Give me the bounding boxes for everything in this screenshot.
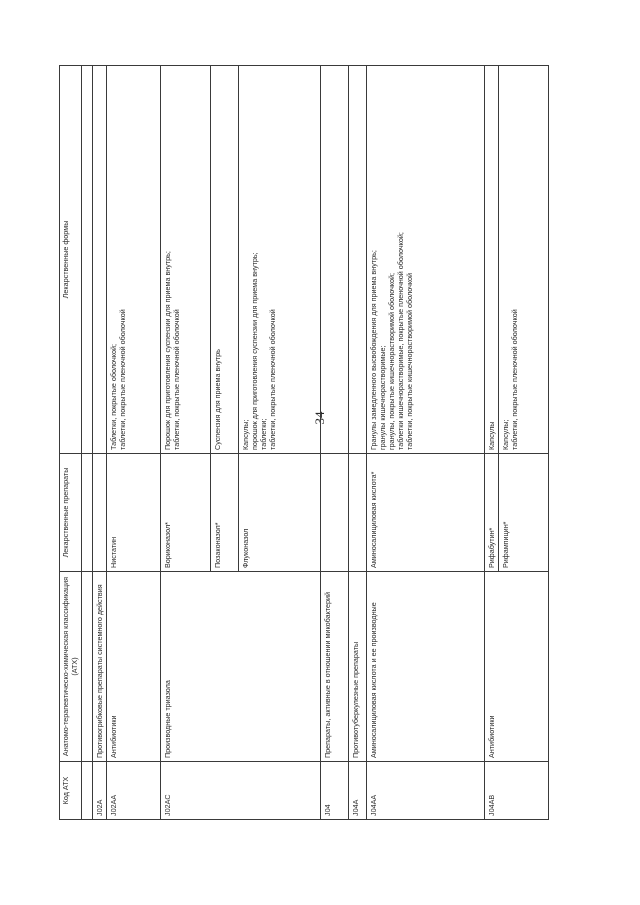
cell-forms (485, 66, 499, 454)
table-row (485, 66, 499, 820)
cell-drug: Аминосалициловая кислота* (367, 454, 485, 572)
form-line: таблетки; (259, 418, 268, 450)
cell-forms (349, 66, 367, 454)
form-line: Порошок для приготовления суспензии для приема внутрь; (163, 251, 172, 450)
cell-classification: Противотуберкулезные препараты (349, 572, 367, 762)
table-row (349, 66, 367, 820)
form-line: Суспензия для приема внутрь (213, 349, 222, 450)
drug-table (59, 65, 549, 820)
cell-drug (93, 454, 107, 572)
cell-forms (161, 66, 211, 454)
cell-drug: Позаконазол* (211, 454, 239, 572)
form-line: Капсулы; (501, 419, 510, 450)
form-line: таблетки, покрытые пленочной оболочкой (268, 309, 277, 450)
form-line: таблетки кишечнорастворимые, покрытые пленочной оболочкой; (396, 232, 405, 450)
cell-code: J04AA (367, 762, 485, 820)
cell-classification: Противогрибковые препараты системного действия (93, 572, 107, 762)
cell-code: J02AA (107, 762, 161, 820)
rotated-table-container (59, 66, 567, 820)
table-body (93, 66, 549, 820)
cell-drug: Рифампицин* (499, 454, 549, 572)
cell-forms (107, 66, 161, 454)
table-row (161, 66, 211, 820)
cell-code: J02AC (161, 762, 321, 820)
form-line: Гранулы замедленного высвобождения для приема внутрь; (369, 250, 378, 450)
form-line: Таблетки, покрытые оболочкой; (109, 344, 118, 450)
header-row (60, 66, 82, 820)
cell-forms (321, 66, 349, 454)
form-line: таблетки, покрытые пленочной оболочкой (510, 309, 519, 450)
cell-drug (321, 454, 349, 572)
cell-code: J02A (93, 762, 107, 820)
table-row (93, 66, 107, 820)
form-line: порошок для приготовления суспензии для приема внутрь; (250, 252, 259, 450)
cell-classification: Антибиотики (107, 572, 161, 762)
cell-forms (367, 66, 485, 454)
cell-classification: Антибиотики (485, 572, 549, 762)
form-line: Капсулы (487, 421, 496, 450)
cell-code: J04A (349, 762, 367, 820)
cell-forms (499, 66, 549, 454)
table-row (107, 66, 161, 820)
cell-drug: Нистатин (107, 454, 161, 572)
cell-drug: Рифабутин* (485, 454, 499, 572)
cell-drug (349, 454, 367, 572)
cell-classification: Производные триазола (161, 572, 321, 762)
header-drugs: Лекарственные препараты (60, 454, 82, 572)
table-row (321, 66, 349, 820)
form-line: таблетки, покрытые кишечнорастворимой оболочкой (405, 272, 414, 450)
table-row (367, 66, 485, 820)
cell-code: J04 (321, 762, 349, 820)
form-line: таблетки, покрытые пленочной оболочкой (172, 309, 181, 450)
form-line: гранулы кишечнорастворимые; (378, 345, 387, 450)
cell-forms (239, 66, 321, 454)
cell-code: J04AB (485, 762, 549, 820)
cell-classification: Аминосалициловая кислота и ее производные (367, 572, 485, 762)
header-spacer-row (82, 66, 93, 820)
header-code: Код АТХ (60, 762, 82, 820)
cell-classification: Препараты, активные в отношении микобактерий (321, 572, 349, 762)
header-forms: Лекарственные формы (60, 66, 82, 454)
header-classification: Анатомо-терапевтическо-химическая классификация (АТХ) (60, 572, 82, 762)
cell-forms (93, 66, 107, 454)
page-number: 34 (312, 411, 327, 425)
form-line: гранулы, покрытые кишечнорастворимой оболочкой; (387, 272, 396, 450)
cell-drug: Флуконазол (239, 454, 321, 572)
form-line: таблетки, покрытые пленочной оболочкой (118, 309, 127, 450)
form-line: Капсулы; (241, 419, 250, 450)
cell-forms (211, 66, 239, 454)
cell-drug: Вориконазол* (161, 454, 211, 572)
